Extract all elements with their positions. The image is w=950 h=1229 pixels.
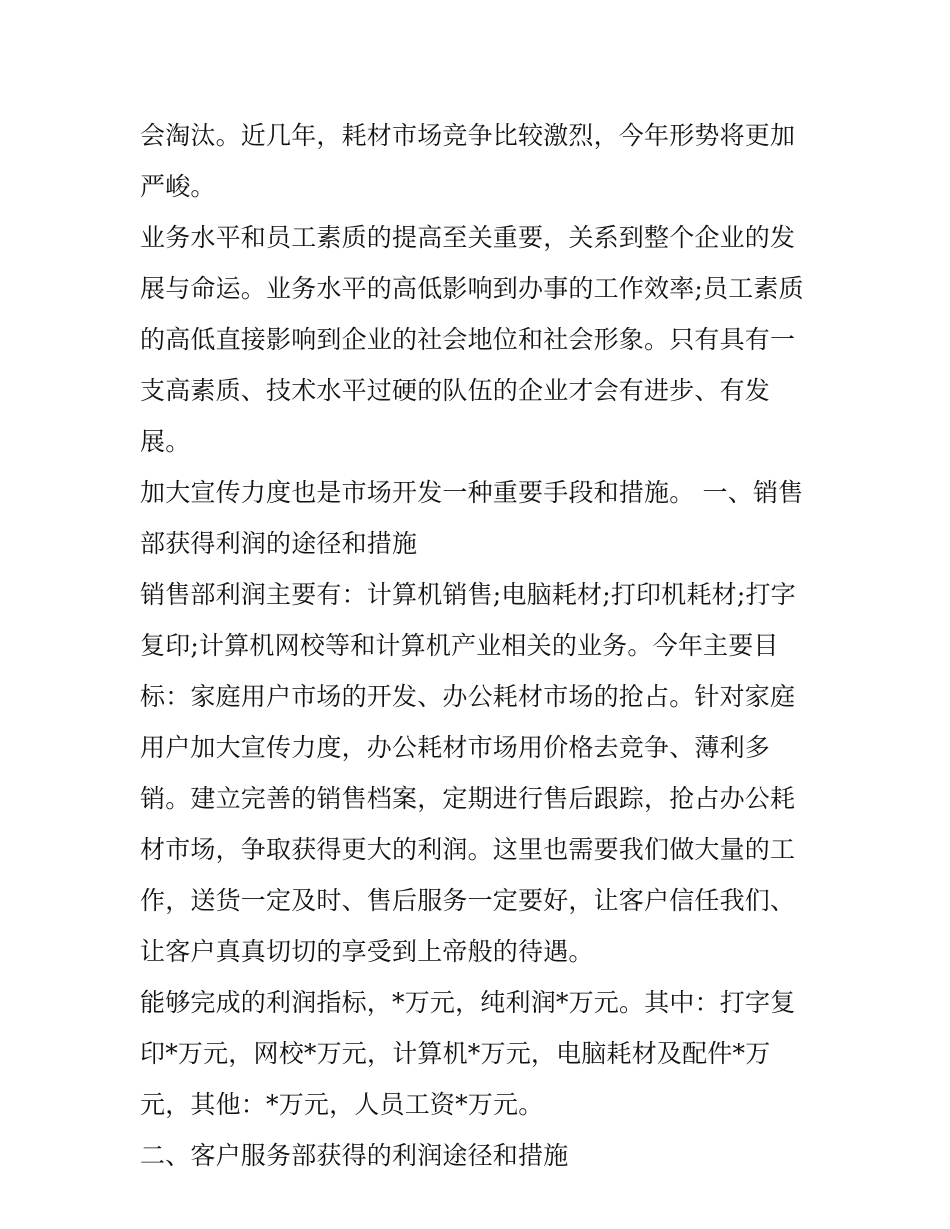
document-body: [140, 110, 820, 1181]
section-heading-customer-service: 二、客户服务部获得的利润途径和措施: [140, 1141, 569, 1170]
paragraph-profit-targets: 能够完成的利润指标，*万元，纯利润*万元。其中：打字复印*万元，网校*万元，计算机*万元，电脑耗材及配件*万元，其他：*万元，人员工资*万元。: [140, 988, 796, 1119]
paragraph-sales-profit: 销售部利润主要有：计算机销售;电脑耗材;打印机耗材;打字复印;计算机网校等和计算机产业相关的业务。今年主要目标：家庭用户市场的开发、办公耗材市场的抢占。针对家庭用户加大宣传力度，办公耗材市场用价格去竞争、薄利多销。建立完善的销售档案，定期进行售后跟踪，抢占办公耗材市场，争取获得更大的利润。这里也需要我们做大量的工作，送货一定及时、售后服务一定要好，让客户信任我们、让客户真真切切的享受到上帝般的待遇。: [140, 580, 796, 966]
paragraph-staff-quality: 业务水平和员工素质的提高至关重要，关系到整个企业的发展与命运。业务水平的高低影响到办事的工作效率;员工素质的高低直接影响到企业的社会地位和社会形象。只有具有一支高素质、技术水平过硬的队伍的企业才会有进步、有发展。: [140, 223, 804, 456]
paragraph-publicity-sales-heading: 加大宣传力度也是市场开发一种重要手段和措施。 一、销售部获得利润的途径和措施: [140, 478, 804, 558]
paragraph-market-competition: 会淘汰。近几年，耗材市场竞争比较激烈，今年形势将更加严峻。: [140, 121, 796, 201]
